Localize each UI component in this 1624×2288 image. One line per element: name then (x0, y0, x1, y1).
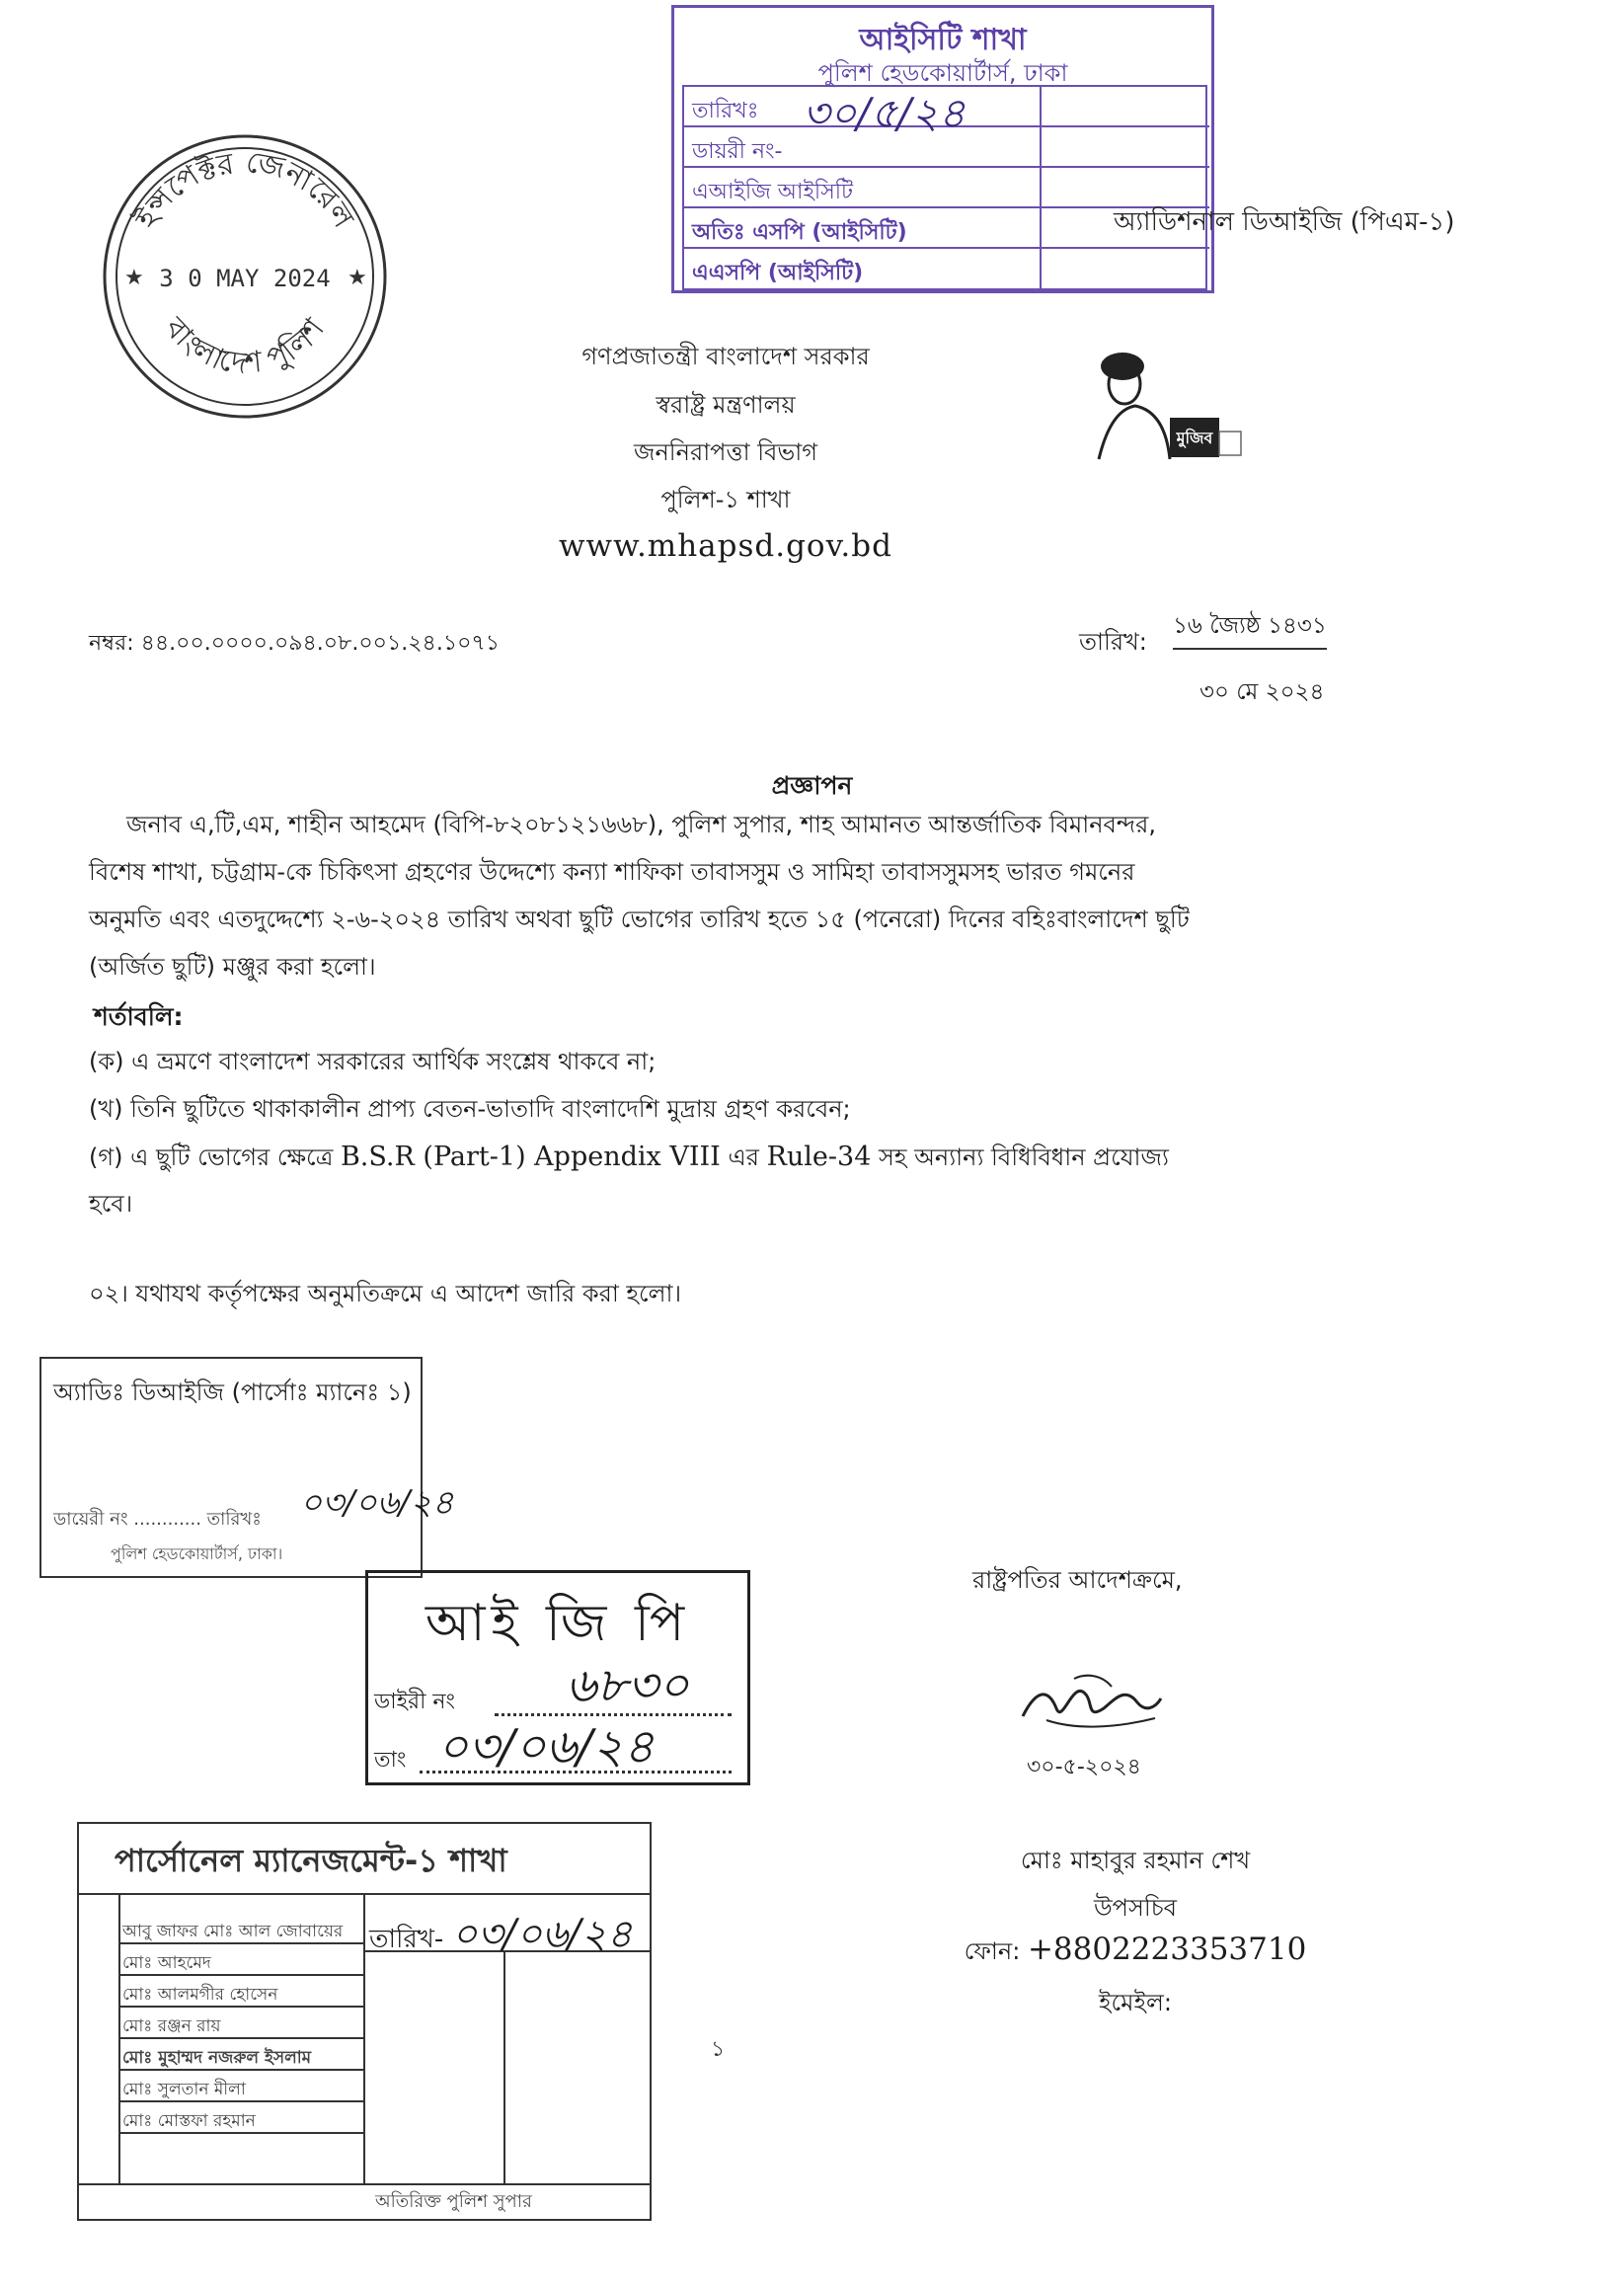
addl-dig-note: অ্যাডিশনাল ডিআইজি (পিএম-১) (1114, 207, 1455, 237)
igp-stamp-diary-value: ৬৮৩০ (566, 1658, 689, 1713)
igp-stamp-diary-label: ডাইরী নং (374, 1690, 456, 1714)
header-website[interactable]: www.mhapsd.gov.bd (559, 528, 892, 564)
body-line-3: অনুমতি এবং এতদুদ্দেশ্যে ২-৬-২০২৪ তারিখ অথবা ছুটি ভোগের তারিখ হতে ১৫ (পনেরো) দিনের বহিঃবাংলাদেশ ছুটি (89, 906, 1190, 933)
ict-date-handwritten: ৩০/৫/২৪ (803, 89, 966, 137)
addl-dig-stamp-date: ০৩/০৬/২৪ (300, 1483, 454, 1523)
body-line-4: (অর্জিত ছুটি) মঞ্জুর করা হলো। (89, 953, 376, 981)
header-division: জননিরাপত্তা বিভাগ (634, 438, 817, 466)
memo-number: নম্বর: ৪৪.০০.০০০০.০৯৪.০৮.০০১.২৪.১০৭১ (89, 631, 500, 656)
seal-date: 3 0 MAY 2024 (159, 265, 331, 292)
ict-row-asp: এএসপি (আইসিটি) (692, 261, 864, 285)
pm-officer-2: মোঃ আহমেদ (122, 1953, 211, 1973)
conditions-heading: শর্তাবলি: (94, 1002, 184, 1031)
ict-row-diary: ডায়রী নং- (684, 127, 1209, 168)
date-bangla: ১৬ জ্যৈষ্ঠ ১৪৩১ (1173, 607, 1327, 650)
officer-designation: উপসচিব (1093, 1894, 1178, 1922)
pm-stamp-date: তারিখ- ০৩/০৬/২৪ (369, 1912, 633, 1957)
body-line-2: বিশেষ শাখা, চট্টগ্রাম-কে চিকিৎসা গ্রহণের উদ্দেশ্যে কন্যা শাফিকা তাবাসসুম ও সামিহা তাবাসসুমসহ ভারত গমনের (89, 858, 1135, 886)
pm-stamp-footer: অতিরিক্ত পুলিশ সুপার (375, 2191, 532, 2212)
officer-email: ইমেইল: (1099, 1989, 1172, 2016)
pm-officer-5: মোঃ মুহাম্মদ নজরুল ইসলাম (122, 2048, 312, 2068)
signature-date: ৩০-৫-২০২৪ (1027, 1755, 1141, 1779)
ict-stamp-title: আইসিটি শাখা (859, 23, 1027, 57)
officer-phone: ফোন: +8802223353710 (964, 1932, 1307, 1967)
date-gregorian: ৩০ মে ২০২৪ (1199, 679, 1325, 705)
date-label: তারিখ: (1079, 628, 1147, 656)
condition-c: (গ) এ ছুটি ভোগের ক্ষেত্রে B.S.R (Part-1) Appendix VIII এর Rule-34 সহ অন্যান্য বিধিবিধান প্রযোজ্য (89, 1142, 1169, 1172)
seal-bottom-text: বাংলাদেশ পুলিশ (157, 310, 332, 382)
header-branch: পুলিশ-১ শাখা (660, 486, 791, 513)
ict-branch-stamp (671, 5, 1214, 293)
personnel-management-stamp (77, 1822, 652, 2221)
header-govt: গণপ্রজাতন্ত্রী বাংলাদেশ সরকার (581, 343, 870, 370)
pm-officer-6: মোঃ সুলতান মীলা (122, 2080, 246, 2099)
condition-a: (ক) এ ভ্রমণে বাংলাদেশ সরকারের আর্থিক সংশ্লেষ থাকবে না; (89, 1048, 657, 1075)
seal-star-left: ★ (124, 266, 144, 290)
ict-stamp-subtitle: পুলিশ হেডকোয়ার্টার্স, ঢাকা (817, 59, 1068, 87)
pm-officer-3: মোঃ আলমগীর হোসেন (122, 1985, 278, 2005)
igp-stamp-date-value: ০৩/০৬/২৪ (437, 1719, 655, 1775)
igp-stamp-title: আই জি পি (425, 1594, 691, 1653)
rule-34-reference: Rule-34 (766, 1142, 872, 1172)
mujib-portrait-emblem (1091, 341, 1269, 469)
page-number: ১ (711, 2037, 726, 2062)
pm-officer-7: মোঃ মোস্তফা রহমান (122, 2111, 256, 2131)
igp-round-seal (97, 128, 393, 425)
addl-dig-stamp (39, 1357, 454, 1578)
paragraph-02: ০২। যথাযথ কর্তৃপক্ষের অনুমতিক্রমে এ আদেশ জারি করা হলো। (89, 1280, 682, 1307)
ict-row-date: তারিখঃ ৩০/৫/২৪ (684, 87, 1209, 127)
ict-row-aig: এআইজি আইসিটি (684, 168, 1209, 208)
officer-name: মোঃ মাহাবুর রহমান শেখ (1020, 1847, 1251, 1874)
condition-c-line2: হবে। (89, 1190, 133, 1218)
pm-stamp-title: পার্সোনেল ম্যানেজমেন্ট-১ শাখা (115, 1842, 507, 1879)
seal-top-text: ইন্সপেক্টর জেনারেল (128, 144, 361, 235)
igp-stamp (365, 1570, 750, 1785)
addl-dig-stamp-title: অ্যাডিঃ ডিআইজি (পার্সোঃ ম্যানেঃ ১) (53, 1379, 412, 1406)
pm-officer-1: আবু জাফর মোঃ আল জোবায়ের (122, 1922, 344, 1941)
condition-b: (খ) তিনি ছুটিতে থাকাকালীন প্রাপ্য বেতন-ভাতাদি বাংলাদেশি মুদ্রায় গ্রহণ করবেন; (89, 1095, 851, 1123)
body-line-1: জনাব এ,টি,এম, শাহীন আহমেদ (বিপি-৮২০৮১২১৬৬৮), পুলিশ সুপার, শাহ আমানত আন্তর্জাতিক বিমানবন্দর, (126, 811, 1156, 838)
igp-stamp-date-label: তাং (374, 1748, 407, 1773)
ict-stamp-grid (682, 85, 1207, 290)
pm-officer-4: মোঃ রঞ্জন রায় (122, 2016, 221, 2036)
ict-row-addl-sp: অতিঃ এসপি (আইসিটি) (684, 208, 1209, 249)
notification-title: প্রজ্ঞাপন (771, 771, 853, 800)
seal-star-right: ★ (348, 266, 367, 290)
emblem-text: মুজিব (1176, 429, 1213, 447)
header-ministry: স্বরাষ্ট্র মন্ত্রণালয় (656, 391, 796, 419)
addl-dig-stamp-diary: ডায়েরী নং ............ তারিখঃ (53, 1509, 262, 1530)
addl-dig-stamp-footer: পুলিশ হেডকোয়ার্টার্স, ঢাকা। (111, 1544, 283, 1563)
bsr-rule-reference: B.S.R (Part-1) Appendix VIII (340, 1142, 721, 1172)
handwritten-signature (1017, 1669, 1165, 1738)
president-order-line: রাষ্ট্রপতির আদেশক্রমে, (972, 1566, 1183, 1594)
